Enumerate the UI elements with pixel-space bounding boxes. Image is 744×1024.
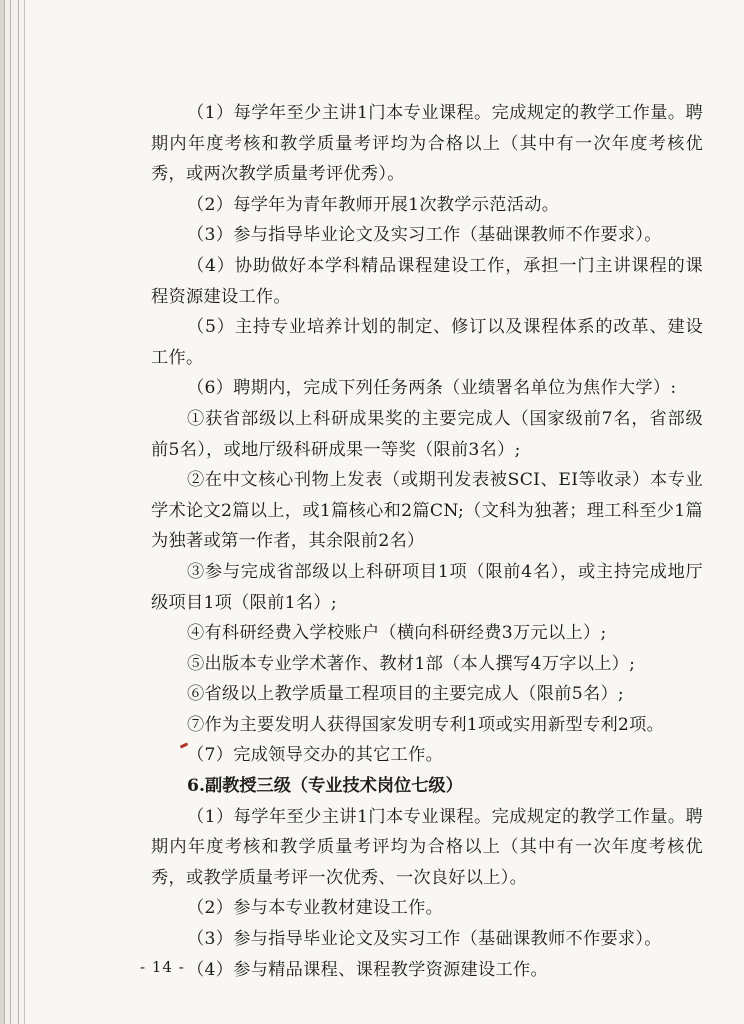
paragraph-3: （3）参与指导毕业论文及实习工作（基础课教师不作要求）。 [187,225,662,246]
list-item-4: ④有科研经费入学校账户（横向科研经费3万元以上）; [187,623,607,644]
list-item-2: ②在中文核心刊物上发表（或期刊发表被SCI、EI等收录）本专业学术论文2篇以上，或1篇核心和2篇CN;（文科为独著；理工科至少1篇为独著或第一作者，其余限前2名） [151,470,703,552]
section-heading: 6.副教授三级（专业技术岗位七级） [187,776,463,797]
paragraph-6: （6）聘期内，完成下列任务两条（业绩署名单位为焦作大学）: [187,378,677,399]
list-item-6: ⑥省级以上教学质量工程项目的主要完成人（限前5名）; [187,684,625,705]
list-item-1: ①获省部级以上科研成果奖的主要完成人（国家级前7名，省部级前5名），或地厅级科研成果一等奖（限前3名）; [151,408,703,460]
section-paragraph-2: （2）参与本专业教材建设工作。 [187,898,444,919]
paragraph-5: （5）主持专业培养计划的制定、修订以及课程体系的改革、建设工作。 [151,317,703,368]
document-page [24,0,744,1024]
section-paragraph-3: （3）参与指导毕业论文及实习工作（基础课教师不作要求）。 [187,929,662,950]
list-item-5: ⑤出版本专业学术著作、教材1部（本人撰写4万字以上）; [187,653,636,674]
paragraph-4: （4）协助做好本学科精品课程建设工作，承担一门主讲课程的课程资源建设工作。 [151,255,703,307]
section-paragraph-4: （4）参与精品课程、课程教学资源建设工作。 [187,959,548,980]
list-item-7: ⑦作为主要发明人获得国家发明专利1项或实用新型专利2项。 [187,714,665,735]
paragraph-1: （1）每学年至少主讲1门本专业课程。完成规定的教学工作量。聘期内年度考核和教学质量考评均为合格以上（其中有一次年度考核优秀，或两次教学质量考评优秀）。 [151,103,703,185]
page-number: - 14 - [140,958,185,976]
list-item-3: ③参与完成省部级以上科研项目1项（限前4名），或主持完成地厅级项目1项（限前1名）; [151,561,703,613]
page-body [151,98,703,985]
section-paragraph-1: （1）每学年至少主讲1门本专业课程。完成规定的教学工作量。聘期内年度考核和教学质量考评均为合格以上（其中有一次年度考核优秀，或教学质量考评一次优秀、一次良好以上）。 [151,806,703,888]
paragraph-7: （7）完成领导交办的其它工作。 [187,745,444,766]
paragraph-2: （2）每学年为青年教师开展1次教学示范活动。 [187,194,560,215]
